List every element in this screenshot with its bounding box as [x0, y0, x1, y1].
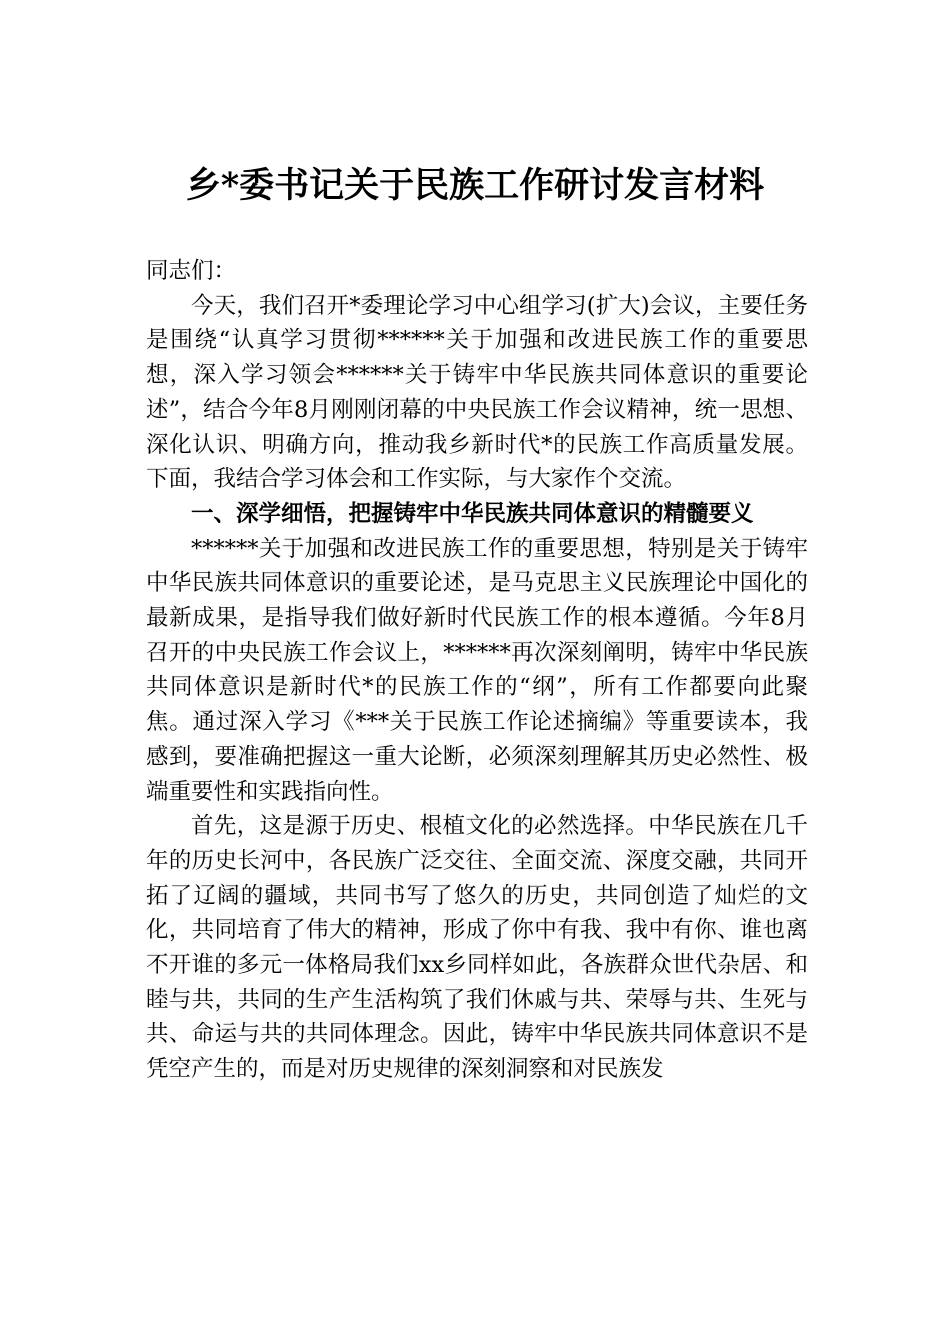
paragraph-history: 首先，这是源于历史、根植文化的必然选择。中华民族在几千年的历史长河中，各民族广泛交往、全面交流、深度交融，共同开拓了辽阔的疆域，共同书写了悠久的历史，共同创造了灿烂的文化，共同培育了伟大的精神，形成了你中有我、我中有你、谁也离不开谁的多元一体格局我们xx乡同样如此，各族群众世代杂居、和睦与共，共同的生产生活构筑了我们休戚与共、荣辱与共、生死与共、命运与共的共同体理念。因此，铸牢中华民族共同体意识不是凭空产生的，而是对历史规律的深刻洞察和对民族发: [146, 813, 808, 1083]
document-title: 乡*委书记关于民族工作研讨发言材料: [185, 165, 765, 206]
section-heading: 一、深学细悟，把握铸牢中华民族共同体意识的精髓要义: [191, 500, 754, 527]
paragraph-intro: 今天，我们召开*委理论学习中心组学习(扩大)会议，主要任务是围绕“认真学习贯彻******关于加强和改进民族工作的重要思想，深入学习领会******关于铸牢中华民族共同体意识的重要论述”，结合今年8月刚刚闭幕的中央民族工作会议精神，统一思想、深化认识、明确方向，推动我乡新时代*的民族工作高质量发展。下面，我结合学习体会和工作实际，与大家作个交流。: [146, 292, 808, 493]
salutation: 同志们：: [146, 258, 237, 284]
paragraph-theory: ******关于加强和改进民族工作的重要思想，特别是关于铸牢中华民族共同体意识的重要论述，是马克思主义民族理论中国化的最新成果，是指导我们做好新时代民族工作的根本遵循。今年8月召开的中央民族工作会议上，******再次深刻阐明，铸牢中华民族共同体意识是新时代*的民族工作的“纲”，所有工作都要向此聚焦。通过深入学习《***关于民族工作论述摘编》等重要读本，我感到，要准确把握这一重大论断，必须深刻理解其历史必然性、极端重要性和实践指向性。: [146, 535, 808, 805]
document-body: [146, 254, 808, 1087]
